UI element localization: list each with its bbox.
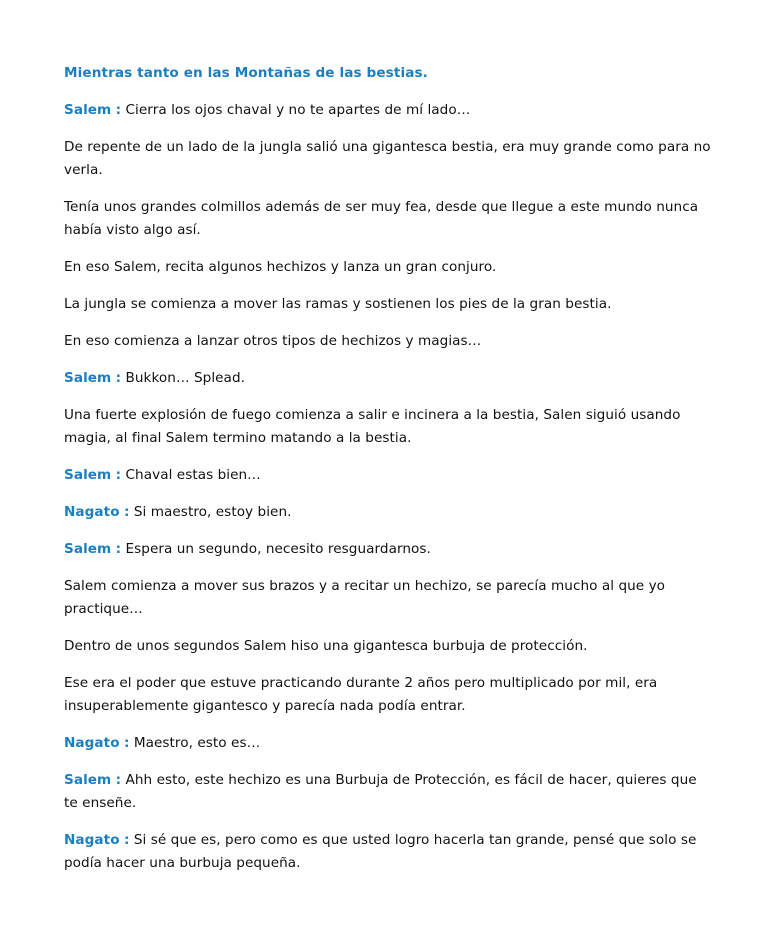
dialogue-text: Maestro, esto es… bbox=[133, 735, 261, 751]
dialogue-text: Espera un segundo, necesito resguardarnos. bbox=[125, 541, 431, 557]
narration-paragraph bbox=[64, 256, 714, 279]
speaker-name: Nagato bbox=[64, 504, 120, 520]
dialogue-text: Cierra los ojos chaval y no te apartes de mí lado… bbox=[125, 102, 471, 118]
dialogue-line bbox=[64, 367, 714, 390]
dialogue-line bbox=[64, 99, 714, 122]
dialogue-line bbox=[64, 732, 714, 755]
narration-text: De repente de un lado de la jungla salió una gigantesca bestia, era muy grande como para no verla. bbox=[64, 139, 711, 178]
dialogue-text: Chaval estas bien… bbox=[125, 467, 261, 483]
narration-paragraph bbox=[64, 330, 714, 353]
speaker-separator: : bbox=[115, 772, 122, 788]
speaker-name: Salem bbox=[64, 772, 112, 788]
dialogue-text: Si maestro, estoy bien. bbox=[133, 504, 292, 520]
narration-paragraph bbox=[64, 635, 714, 658]
narration-text: Tenía unos grandes colmillos además de ser muy fea, desde que llegue a este mundo nunca había visto algo así. bbox=[64, 199, 699, 238]
section-heading: Mientras tanto en las Montañas de las bestias. bbox=[64, 65, 428, 81]
narration-text: En eso Salem, recita algunos hechizos y lanza un gran conjuro. bbox=[64, 259, 497, 275]
speaker-separator: : bbox=[115, 102, 122, 118]
speaker-separator: : bbox=[123, 735, 130, 751]
narration-paragraph bbox=[64, 404, 714, 450]
speaker-name: Salem bbox=[64, 541, 112, 557]
speaker-separator: : bbox=[123, 832, 130, 848]
speaker-name: Nagato bbox=[64, 832, 120, 848]
dialogue-line bbox=[64, 829, 714, 875]
narration-text: La jungla se comienza a mover las ramas y sostienen los pies de la gran bestia. bbox=[64, 296, 612, 312]
speaker-separator: : bbox=[123, 504, 130, 520]
document-page bbox=[64, 62, 714, 889]
narration-text: En eso comienza a lanzar otros tipos de hechizos y magias… bbox=[64, 333, 482, 349]
speaker-separator: : bbox=[115, 370, 122, 386]
speaker-separator: : bbox=[115, 541, 122, 557]
narration-paragraph bbox=[64, 575, 714, 621]
dialogue-text: Si sé que es, pero como es que usted logro hacerla tan grande, pensé que solo se podía hacer una burbuja pequeña. bbox=[64, 832, 697, 871]
speaker-name: Salem bbox=[64, 370, 112, 386]
narration-paragraph bbox=[64, 672, 714, 718]
dialogue-line bbox=[64, 769, 714, 815]
story-body bbox=[64, 99, 714, 875]
dialogue-text: Ahh esto, este hechizo es una Burbuja de Protección, es fácil de hacer, quieres que te enseñe. bbox=[64, 772, 697, 811]
dialogue-text: Bukkon… Splead. bbox=[125, 370, 245, 386]
dialogue-line bbox=[64, 538, 714, 561]
speaker-name: Salem bbox=[64, 102, 112, 118]
dialogue-line bbox=[64, 501, 714, 524]
narration-text: Dentro de unos segundos Salem hiso una gigantesca burbuja de protección. bbox=[64, 638, 588, 654]
narration-paragraph bbox=[64, 196, 714, 242]
narration-text: Una fuerte explosión de fuego comienza a salir e incinera a la bestia, Salen siguió usando magia, al final Salem termino matando a la bestia. bbox=[64, 407, 681, 446]
narration-text: Ese era el poder que estuve practicando durante 2 años pero multiplicado por mil, era insuperablemente gigantesco y parecía nada podía entrar. bbox=[64, 675, 658, 714]
narration-paragraph bbox=[64, 293, 714, 316]
dialogue-line bbox=[64, 464, 714, 487]
speaker-separator: : bbox=[115, 467, 122, 483]
speaker-name: Nagato bbox=[64, 735, 120, 751]
narration-paragraph bbox=[64, 136, 714, 182]
speaker-name: Salem bbox=[64, 467, 112, 483]
narration-text: Salem comienza a mover sus brazos y a recitar un hechizo, se parecía mucho al que yo practique… bbox=[64, 578, 666, 617]
